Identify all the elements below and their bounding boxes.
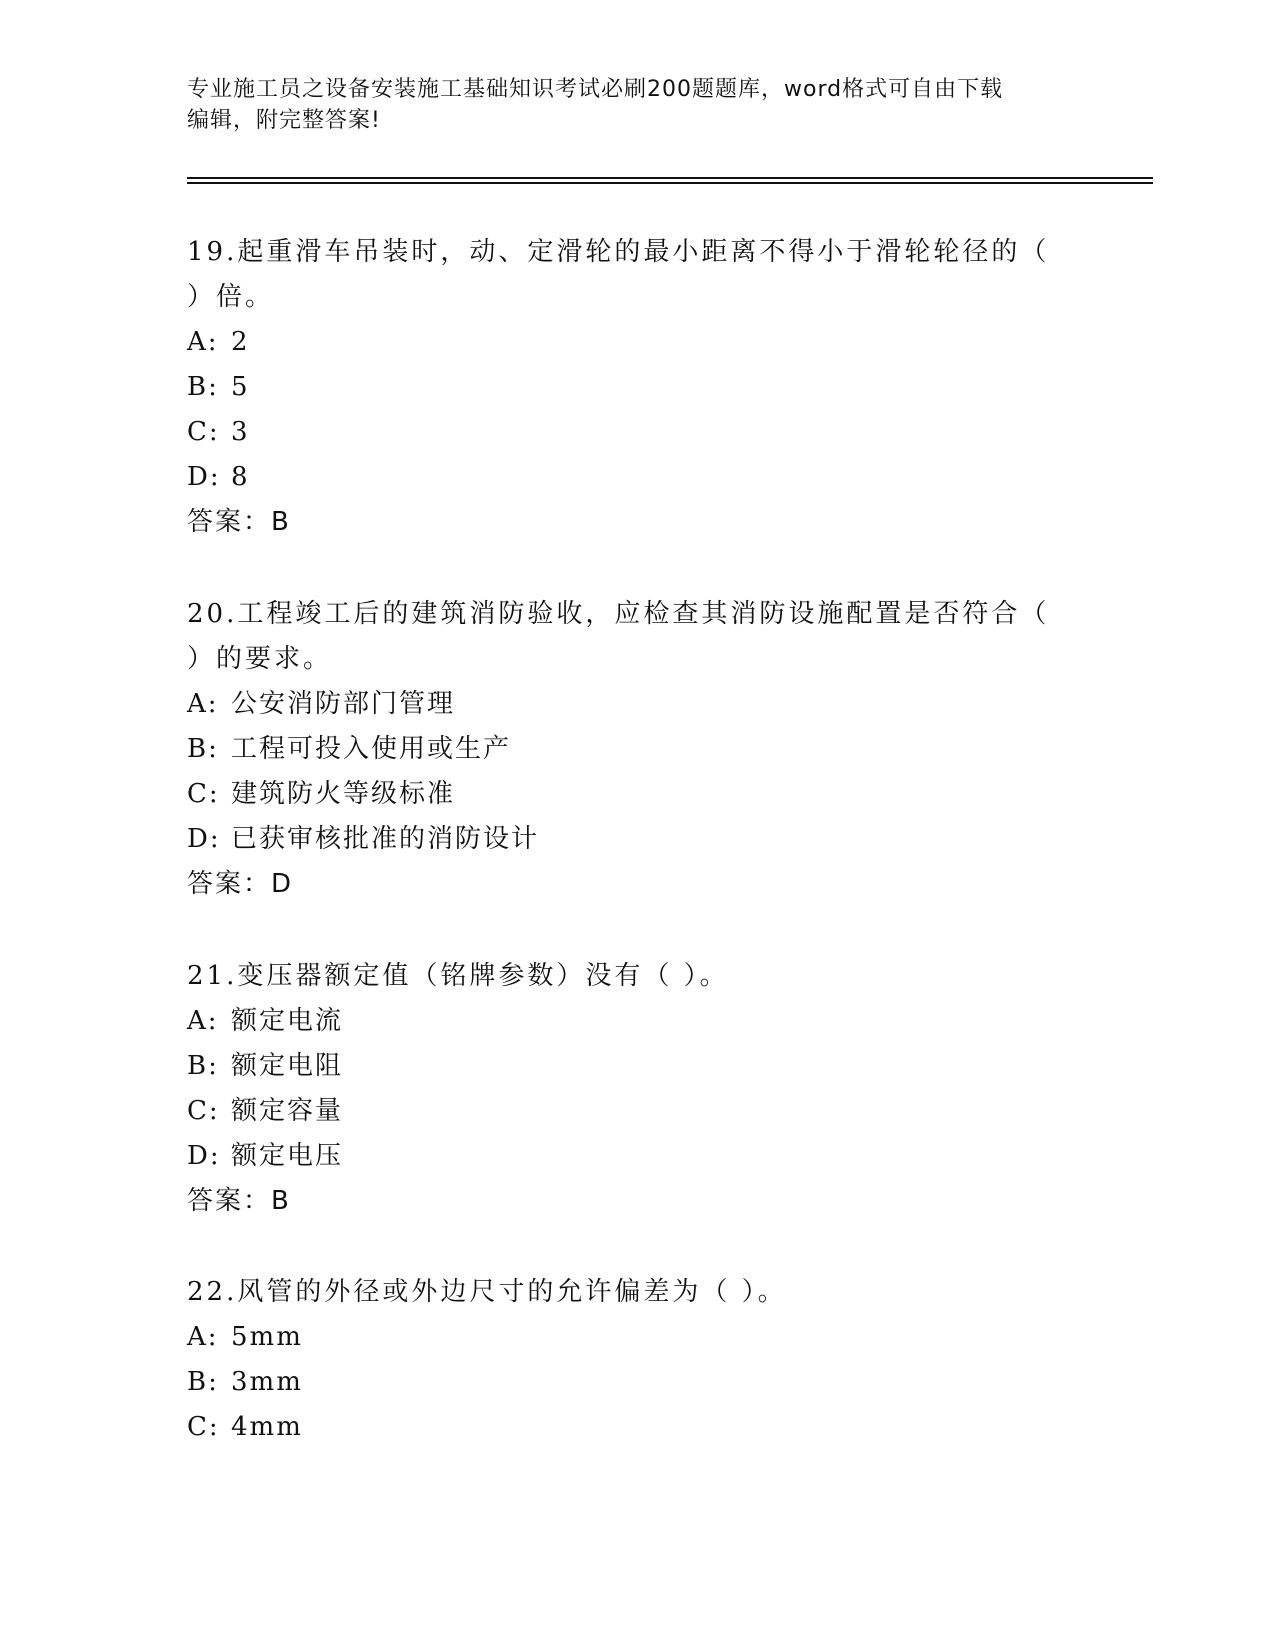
- option-text: 3mm: [231, 1367, 303, 1397]
- option-a: [187, 999, 1067, 1044]
- option-b: [187, 1044, 1067, 1089]
- option-c: [187, 410, 1067, 455]
- answer-line: 答案：D: [187, 869, 294, 899]
- answer-line: 答案：B: [187, 1186, 291, 1216]
- option-letter: B:: [187, 1367, 219, 1397]
- option-c: [187, 772, 1067, 817]
- option-letter: B:: [187, 1051, 219, 1081]
- header-rule-bottom: [187, 182, 1153, 184]
- question-20: [187, 592, 1067, 907]
- option-text: 已获审核批准的消防设计: [231, 824, 540, 854]
- option-letter: A:: [187, 1006, 219, 1036]
- option-a: [187, 1315, 1067, 1360]
- option-letter: A:: [187, 327, 219, 357]
- option-letter: C:: [187, 417, 220, 447]
- option-text: 额定电阻: [231, 1051, 344, 1081]
- option-b: [187, 1360, 1067, 1405]
- option-text: 工程可投入使用或生产: [231, 734, 512, 764]
- question-19: [187, 230, 1067, 545]
- option-letter: C:: [187, 1096, 220, 1126]
- option-b: [187, 727, 1067, 772]
- header-line-2: 编辑，附完整答案!: [187, 108, 381, 133]
- option-text: 额定电压: [231, 1141, 344, 1171]
- option-letter: C:: [187, 1412, 220, 1442]
- option-text: 额定电流: [231, 1006, 344, 1036]
- answer-line: 答案：B: [187, 507, 291, 537]
- option-text: 5: [231, 372, 250, 402]
- option-letter: B:: [187, 372, 219, 402]
- option-text: 2: [231, 327, 250, 357]
- option-text: 5mm: [231, 1322, 303, 1352]
- question-stem-line-1: 21.变压器额定值（铭牌参数）没有（ ）。: [187, 961, 729, 991]
- question-22: [187, 1270, 1067, 1450]
- option-text: 公安消防部门管理: [231, 689, 456, 719]
- option-text: 8: [231, 462, 250, 492]
- option-letter: D:: [187, 462, 221, 492]
- document-header: [187, 74, 1067, 136]
- option-letter: A:: [187, 689, 219, 719]
- option-text: 4mm: [231, 1412, 303, 1442]
- option-a: [187, 682, 1067, 727]
- option-d: [187, 817, 1067, 862]
- question-stem-line-1: 22.风管的外径或外边尺寸的允许偏差为（ ）。: [187, 1277, 787, 1307]
- option-letter: B:: [187, 734, 219, 764]
- question-stem-line-2: ）倍。: [187, 282, 275, 312]
- header-rule-top: [187, 177, 1153, 179]
- option-b: [187, 365, 1067, 410]
- option-c: [187, 1405, 1067, 1450]
- option-d: [187, 1134, 1067, 1179]
- question-stem-line-2: ）的要求。: [187, 644, 333, 674]
- option-letter: C:: [187, 779, 220, 809]
- option-c: [187, 1089, 1067, 1134]
- option-text: 额定容量: [231, 1096, 344, 1126]
- question-21: [187, 954, 1067, 1224]
- option-text: 3: [231, 417, 250, 447]
- option-letter: D:: [187, 1141, 221, 1171]
- option-d: [187, 455, 1067, 500]
- question-stem-line-1: 20.工程竣工后的建筑消防验收，应检查其消防设施配置是否符合（: [187, 599, 1050, 629]
- option-text: 建筑防火等级标准: [231, 779, 456, 809]
- header-line-1: 专业施工员之设备安装施工基础知识考试必刷200题题库，word格式可自由下载: [187, 77, 1004, 102]
- option-letter: D:: [187, 824, 221, 854]
- question-stem-line-1: 19.起重滑车吊装时，动、定滑轮的最小距离不得小于滑轮轮径的（: [187, 237, 1050, 267]
- option-letter: A:: [187, 1322, 219, 1352]
- option-a: [187, 320, 1067, 365]
